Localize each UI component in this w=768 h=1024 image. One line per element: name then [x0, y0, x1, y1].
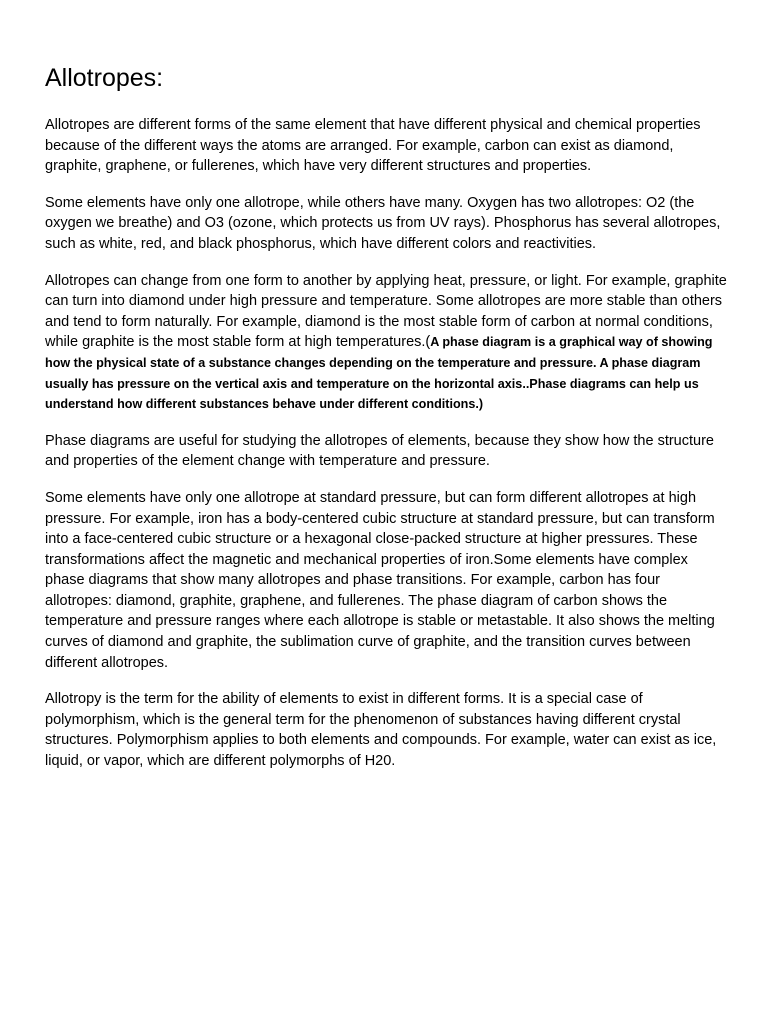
paragraph-oxygen-phosphorus: Some elements have only one allotrope, while others have many. Oxygen has two allotropes: O2 (the oxygen we breathe) and O3 (ozone, which protects us from UV rays). Phosphorus has several allotropes, such as white, red, and black phosphorus, which have different colors and reactivities.: [45, 194, 721, 252]
paragraph-transformation: [45, 271, 727, 415]
phase-diagram-bold-note: A phase diagram is a graphical way of showing how the physical state of a substance changes depending on the temperature and pressure. A phase diagram usually has pressure on the vertical axis and temperature on the horizontal axis..Phase diagrams can help us understand how different substances behave under different conditions.): [45, 335, 713, 412]
paragraph-polymorphism: Allotropy is the term for the ability of elements to exist in different forms. It is a special case of polymorphism, which is the general term for the phenomenon of substances having different crystal structures. Polymorphism applies to both elements and compounds. For example, water can exist as ice, liquid, or vapor, which are different polymorphs of H20.: [45, 691, 717, 770]
document-page: [45, 60, 727, 788]
paragraph-phase-diagrams: Phase diagrams are useful for studying the allotropes of elements, because they show how the structure and properties of the element change with temperature and pressure.: [45, 432, 714, 470]
paragraph-high-pressure: Some elements have only one allotrope at standard pressure, but can form different allotropes at high pressure. For example, iron has a body-centered cubic structure at standard pressure, but can transform into a face-centered cubic structure or a hexagonal close-packed structure at higher pressures. These transformations affect the magnetic and mechanical properties of iron.Some elements have complex phase diagrams that show many allotropes and phase transitions. For example, carbon has four allotropes: diamond, graphite, graphene, and fullerenes. The phase diagram of carbon shows the temperature and pressure ranges where each allotrope is stable or metastable. It also shows the melting curves of diamond and graphite, the sublimation curve of graphite, and the transition curves between different allotropes.: [45, 489, 715, 671]
page-title: Allotropes:: [45, 64, 164, 92]
paragraph-transformation-text: Allotropes can change from one form to another by applying heat, pressure, or light. For example, graphite can turn into diamond under high pressure and temperature. Some allotropes are more stable than others and tend to form naturally. For example, diamond is the most stable form of carbon at normal conditions, while graphite is the most stable form at high temperatures.(: [45, 272, 727, 351]
paragraph-definition: Allotropes are different forms of the same element that have different physical and chemical properties because of the different ways the atoms are arranged. For example, carbon can exist as diamond, graphite, graphene, or fullerenes, which have very different structures and properties.: [45, 117, 701, 175]
